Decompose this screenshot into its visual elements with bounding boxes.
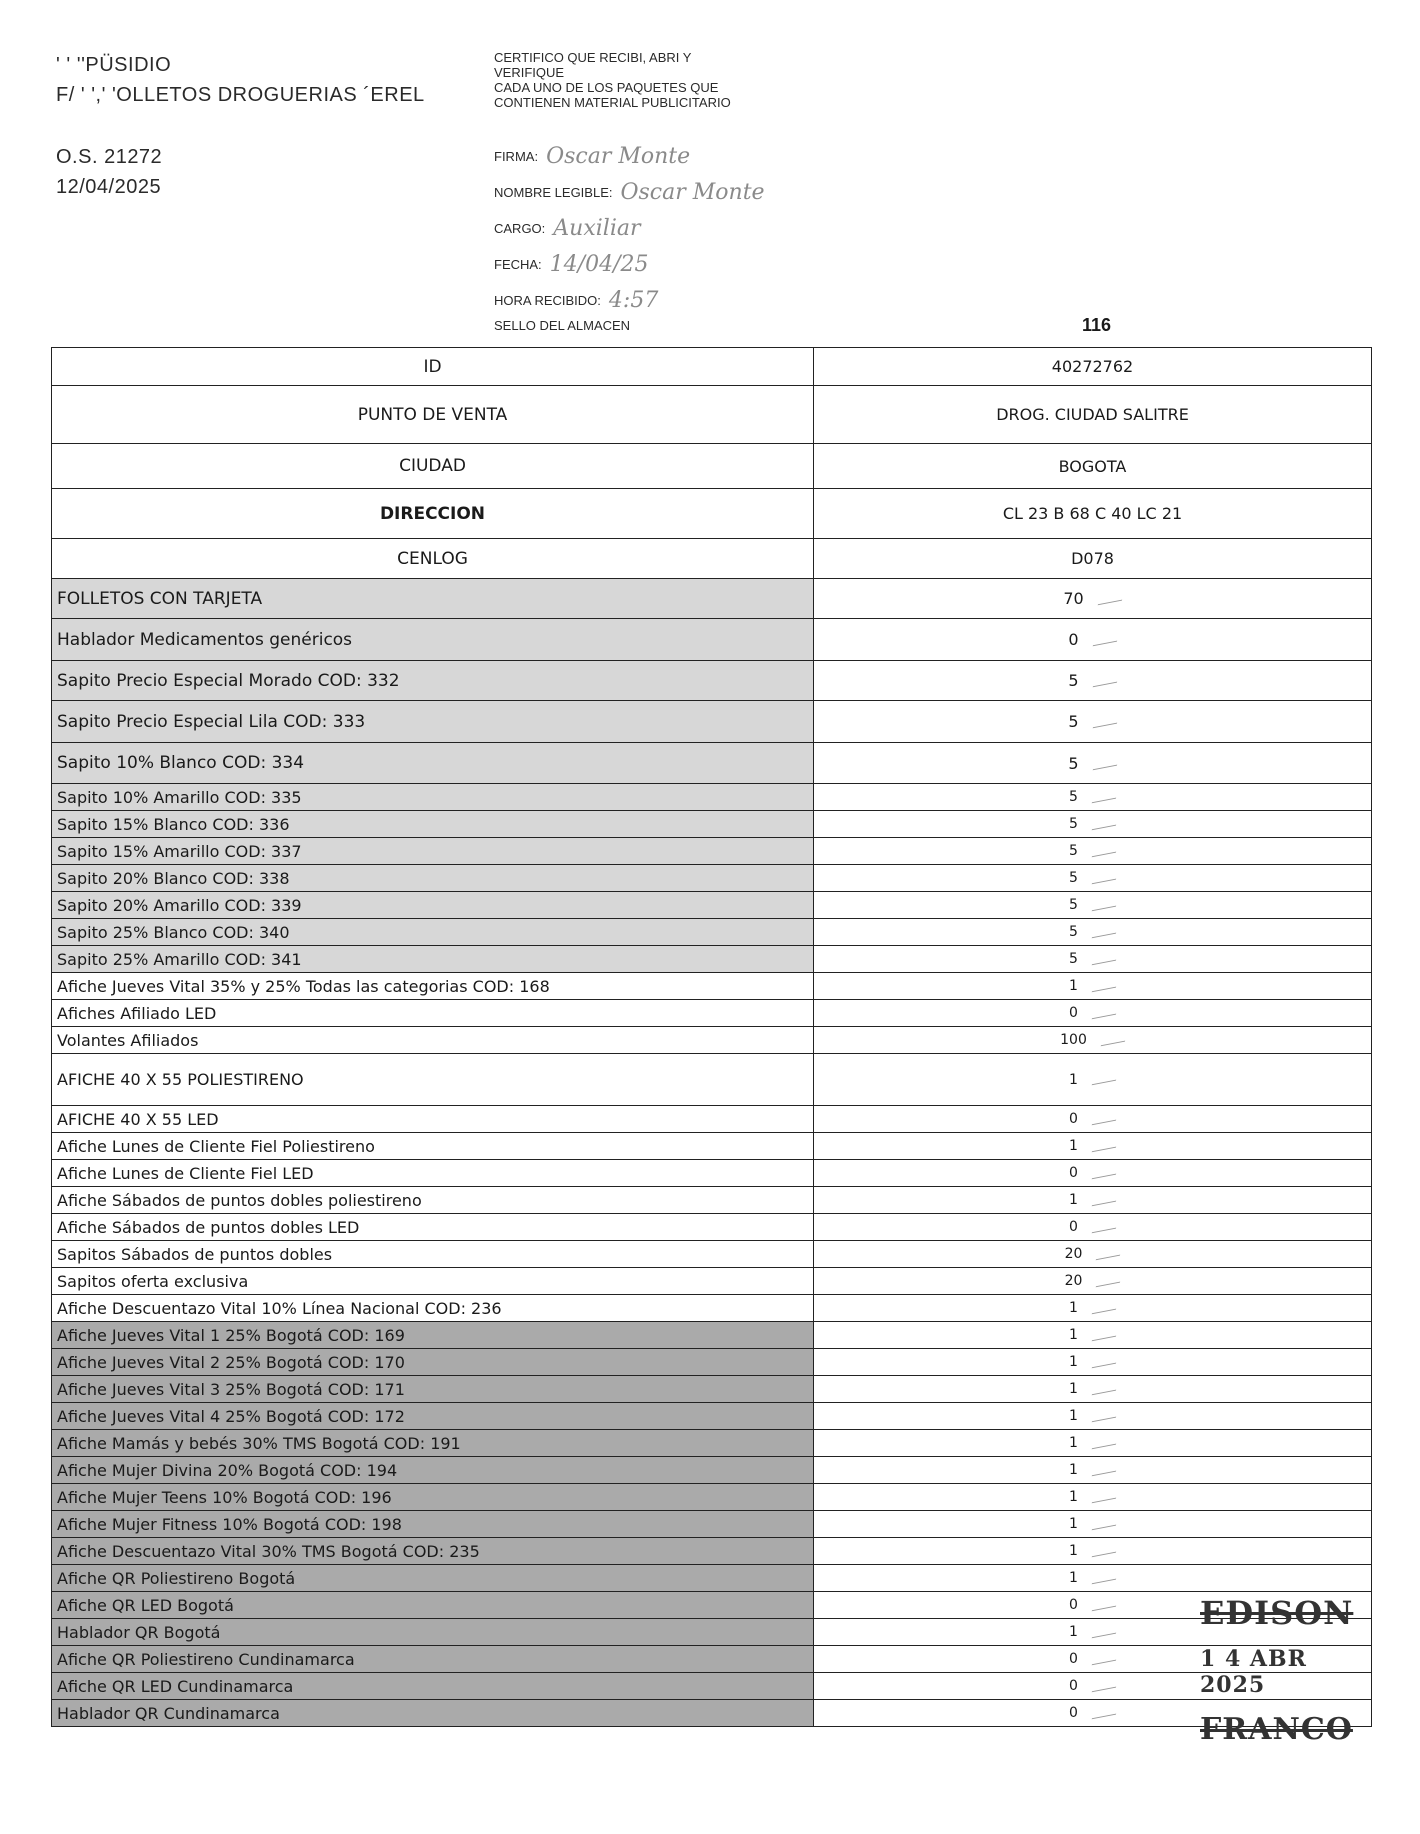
table-row <box>52 1295 1372 1322</box>
item-label: Hablador QR Cundinamarca <box>52 1700 814 1727</box>
cert-line: CONTIENEN MATERIAL PUBLICITARIO <box>494 95 731 110</box>
item-label: Sapito 20% Amarillo COD: 339 <box>52 892 814 919</box>
item-label: Afiche Mamás y bebés 30% TMS Bogotá COD: 191 <box>52 1430 814 1457</box>
table-row <box>52 701 1372 743</box>
item-quantity: 1 <box>1069 1435 1078 1451</box>
item-quantity: 1 <box>1069 1381 1078 1397</box>
item-quantity: 0 <box>1069 1651 1078 1667</box>
item-quantity-cell <box>814 1187 1372 1214</box>
item-quantity-cell <box>814 579 1372 619</box>
table-row <box>52 919 1372 946</box>
table-row <box>52 661 1372 701</box>
header-row-value: 40272762 <box>814 348 1372 386</box>
checkmark-icon <box>1092 1113 1119 1124</box>
table-row <box>52 1027 1372 1054</box>
checkmark-icon <box>1092 1074 1119 1085</box>
item-label: Afiches Afiliado LED <box>52 1000 814 1027</box>
header-row-label: DIRECCION <box>52 489 814 539</box>
item-quantity: 0 <box>1069 1705 1078 1721</box>
item-label: Afiche Jueves Vital 1 25% Bogotá COD: 169 <box>52 1322 814 1349</box>
table-row <box>52 946 1372 973</box>
checkmark-icon <box>1092 1329 1119 1340</box>
checkmark-icon <box>1092 1356 1119 1367</box>
stamp-line-3: FRANCO <box>1200 1712 1353 1747</box>
item-label: Sapito Precio Especial Morado COD: 332 <box>52 661 814 701</box>
table-row <box>52 539 1372 579</box>
item-label: Afiche Jueves Vital 2 25% Bogotá COD: 170 <box>52 1349 814 1376</box>
table-row <box>52 1430 1372 1457</box>
table-row <box>52 1106 1372 1133</box>
checkmark-icon <box>1092 899 1119 910</box>
header-row-value: CL 23 B 68 C 40 LC 21 <box>814 489 1372 539</box>
item-label: Hablador Medicamentos genéricos <box>52 619 814 661</box>
item-label: Afiche Lunes de Cliente Fiel Poliestireno <box>52 1133 814 1160</box>
item-quantity-cell <box>814 892 1372 919</box>
nombre-label: NOMBRE LEGIBLE: <box>494 184 613 200</box>
item-quantity: 5 <box>1069 951 1078 967</box>
item-quantity-cell <box>814 1268 1372 1295</box>
header-row-label: CIUDAD <box>52 444 814 489</box>
item-label: Afiche Jueves Vital 4 25% Bogotá COD: 172 <box>52 1403 814 1430</box>
hora-row <box>494 282 765 318</box>
checkmark-icon <box>1092 818 1119 829</box>
header-row-label: PUNTO DE VENTA <box>52 386 814 444</box>
item-quantity: 0 <box>1069 1111 1078 1127</box>
item-label: Afiche QR LED Bogotá <box>52 1592 814 1619</box>
item-label: Sapito 15% Blanco COD: 336 <box>52 811 814 838</box>
item-quantity: 0 <box>1069 1678 1078 1694</box>
table-row <box>52 1646 1372 1673</box>
checkmark-icon <box>1097 594 1124 605</box>
checkmark-icon <box>1092 1653 1119 1664</box>
item-quantity: 5 <box>1068 712 1079 731</box>
item-label: Sapito 10% Amarillo COD: 335 <box>52 784 814 811</box>
checkmark-icon <box>1092 1707 1119 1718</box>
table-row <box>52 1054 1372 1106</box>
item-quantity-cell <box>814 1376 1372 1403</box>
checkmark-icon <box>1092 1545 1119 1556</box>
receipt-form <box>494 138 765 318</box>
item-label: Sapitos oferta exclusiva <box>52 1268 814 1295</box>
item-quantity: 1 <box>1069 1489 1078 1505</box>
table-row <box>52 743 1372 784</box>
checkmark-icon <box>1092 1410 1119 1421</box>
item-quantity-cell <box>814 838 1372 865</box>
item-quantity-cell <box>814 1160 1372 1187</box>
item-quantity: 20 <box>1064 1273 1083 1289</box>
item-quantity-cell <box>814 973 1372 1000</box>
fecha-label: FECHA: <box>494 256 542 272</box>
item-quantity-cell <box>814 1054 1372 1106</box>
checkmark-icon <box>1092 1437 1119 1448</box>
checkmark-icon <box>1096 1275 1123 1286</box>
cert-line: CERTIFICO QUE RECIBI, ABRI Y <box>494 50 692 65</box>
item-label: FOLLETOS CON TARJETA <box>52 579 814 619</box>
table-row <box>52 865 1372 892</box>
item-label: Sapitos Sábados de puntos dobles <box>52 1241 814 1268</box>
item-label: Afiche Mujer Fitness 10% Bogotá COD: 198 <box>52 1511 814 1538</box>
document-header <box>56 50 425 202</box>
item-quantity: 1 <box>1069 1138 1078 1154</box>
item-quantity: 1 <box>1069 978 1078 994</box>
item-quantity-cell <box>814 1457 1372 1484</box>
item-label: Afiche Jueves Vital 35% y 25% Todas las categorias COD: 168 <box>52 973 814 1000</box>
item-quantity-cell <box>814 619 1372 661</box>
item-quantity-cell <box>814 1295 1372 1322</box>
header-line-2: F/ ' ',' 'OLLETOS DROGUERIAS ´EREL <box>56 84 425 106</box>
table-row <box>52 1133 1372 1160</box>
item-quantity-cell <box>814 946 1372 973</box>
item-quantity-cell <box>814 743 1372 784</box>
item-label: Volantes Afiliados <box>52 1027 814 1054</box>
item-quantity: 20 <box>1064 1246 1083 1262</box>
item-quantity-cell <box>814 784 1372 811</box>
checkmark-icon <box>1092 1572 1119 1583</box>
table-row <box>52 811 1372 838</box>
checkmark-icon <box>1092 1680 1119 1691</box>
table-row <box>52 1511 1372 1538</box>
checkmark-icon <box>1092 1599 1119 1610</box>
nombre-row <box>494 174 765 210</box>
item-quantity: 5 <box>1069 816 1078 832</box>
item-quantity: 5 <box>1069 870 1078 886</box>
table-row <box>52 1565 1372 1592</box>
table-row <box>52 1214 1372 1241</box>
cargo-row <box>494 210 765 246</box>
checkmark-icon <box>1092 1464 1119 1475</box>
item-label: Sapito 15% Amarillo COD: 337 <box>52 838 814 865</box>
table-row <box>52 1000 1372 1027</box>
item-quantity: 1 <box>1069 1192 1078 1208</box>
item-label: Afiche Mujer Teens 10% Bogotá COD: 196 <box>52 1484 814 1511</box>
firma-label: FIRMA: <box>494 148 539 164</box>
item-quantity-cell <box>814 919 1372 946</box>
item-label: Sapito 20% Blanco COD: 338 <box>52 865 814 892</box>
table-row <box>52 619 1372 661</box>
warehouse-stamp <box>1200 1594 1370 1747</box>
nombre-handwriting: Oscar Monte <box>620 179 765 205</box>
item-quantity: 1 <box>1069 1071 1078 1088</box>
hora-label: HORA RECIBIDO: <box>494 292 601 308</box>
item-quantity-cell <box>814 1322 1372 1349</box>
item-quantity-cell <box>814 701 1372 743</box>
item-quantity: 1 <box>1069 1624 1078 1640</box>
checkmark-icon <box>1092 1518 1119 1529</box>
certification-text <box>494 50 794 110</box>
item-label: Afiche Lunes de Cliente Fiel LED <box>52 1160 814 1187</box>
table-row <box>52 386 1372 444</box>
fecha-handwriting: 14/04/25 <box>549 251 649 277</box>
checkmark-icon <box>1092 635 1119 646</box>
table-row <box>52 1160 1372 1187</box>
item-quantity: 1 <box>1069 1327 1078 1343</box>
table-row <box>52 784 1372 811</box>
item-label: Sapito 25% Amarillo COD: 341 <box>52 946 814 973</box>
checkmark-icon <box>1092 676 1119 687</box>
checkmark-icon <box>1092 1007 1119 1018</box>
checkmark-icon <box>1092 1167 1119 1178</box>
checkmark-icon <box>1092 980 1119 991</box>
checkmark-icon <box>1092 1221 1119 1232</box>
sello-label: SELLO DEL ALMACEN <box>494 318 631 333</box>
table-row <box>52 892 1372 919</box>
stamp-line-1: EDISON <box>1200 1594 1354 1632</box>
table-row <box>52 1700 1372 1727</box>
item-quantity: 5 <box>1069 897 1078 913</box>
item-label: Afiche Sábados de puntos dobles LED <box>52 1214 814 1241</box>
item-quantity-cell <box>814 865 1372 892</box>
table-row <box>52 973 1372 1000</box>
item-quantity-cell <box>814 811 1372 838</box>
checkmark-icon <box>1092 926 1119 937</box>
table-row <box>52 1538 1372 1565</box>
table-row <box>52 348 1372 386</box>
item-quantity: 1 <box>1069 1543 1078 1559</box>
item-quantity-cell <box>814 1027 1372 1054</box>
item-label: Hablador QR Bogotá <box>52 1619 814 1646</box>
item-quantity: 1 <box>1069 1516 1078 1532</box>
item-label: Afiche Descuentazo Vital 10% Línea Nacional COD: 236 <box>52 1295 814 1322</box>
table-row <box>52 1322 1372 1349</box>
checkmark-icon <box>1092 1491 1119 1502</box>
checkmark-icon <box>1092 1194 1119 1205</box>
item-quantity-cell <box>814 1538 1372 1565</box>
checkmark-icon <box>1092 758 1119 769</box>
item-label: AFICHE 40 X 55 LED <box>52 1106 814 1133</box>
checkmark-icon <box>1096 1248 1123 1259</box>
item-quantity-cell <box>814 1484 1372 1511</box>
table-row <box>52 1592 1372 1619</box>
item-label: Afiche QR LED Cundinamarca <box>52 1673 814 1700</box>
item-quantity: 0 <box>1069 1165 1078 1181</box>
item-quantity: 100 <box>1060 1032 1087 1048</box>
header-row-value: BOGOTA <box>814 444 1372 489</box>
item-quantity: 5 <box>1069 789 1078 805</box>
item-quantity: 5 <box>1068 753 1079 773</box>
item-quantity: 5 <box>1068 671 1079 690</box>
checkmark-icon <box>1092 953 1119 964</box>
cert-line: CADA UNO DE LOS PAQUETES QUE <box>494 80 719 95</box>
checkmark-icon <box>1092 1140 1119 1151</box>
fecha-row <box>494 246 765 282</box>
table-row <box>52 1241 1372 1268</box>
item-quantity: 0 <box>1069 1219 1078 1235</box>
table-row <box>52 1403 1372 1430</box>
header-row-value: DROG. CIUDAD SALITRE <box>814 386 1372 444</box>
item-label: Afiche Descuentazo Vital 30% TMS Bogotá COD: 235 <box>52 1538 814 1565</box>
item-quantity-cell <box>814 1241 1372 1268</box>
item-label: Sapito Precio Especial Lila COD: 333 <box>52 701 814 743</box>
item-quantity-cell <box>814 1349 1372 1376</box>
table-row <box>52 489 1372 539</box>
item-label: AFICHE 40 X 55 POLIESTIRENO <box>52 1054 814 1106</box>
table-row <box>52 1187 1372 1214</box>
header-row-label: ID <box>52 348 814 386</box>
item-quantity: 0 <box>1069 1005 1078 1021</box>
stamp-date: 1 4 ABR 2025 <box>1200 1646 1307 1698</box>
item-quantity-cell <box>814 1565 1372 1592</box>
item-label: Afiche Mujer Divina 20% Bogotá COD: 194 <box>52 1457 814 1484</box>
item-label: Afiche Jueves Vital 3 25% Bogotá COD: 171 <box>52 1376 814 1403</box>
materials-table-body <box>52 348 1372 1727</box>
checkmark-icon <box>1092 872 1119 883</box>
hora-handwriting: 4:57 <box>608 287 659 313</box>
table-row <box>52 1457 1372 1484</box>
item-quantity-cell <box>814 661 1372 701</box>
table-row <box>52 1484 1372 1511</box>
cert-line: VERIFIQUE <box>494 65 565 80</box>
table-row <box>52 1673 1372 1700</box>
header-row-value: D078 <box>814 539 1372 579</box>
firma-signature: Oscar Monte <box>546 143 691 169</box>
checkmark-icon <box>1092 1302 1119 1313</box>
checkmark-icon <box>1092 791 1119 802</box>
item-quantity: 0 <box>1068 630 1079 649</box>
item-quantity-cell <box>814 1133 1372 1160</box>
checkmark-icon <box>1092 845 1119 856</box>
item-quantity: 70 <box>1063 589 1084 608</box>
table-row <box>52 579 1372 619</box>
table-row <box>52 1349 1372 1376</box>
materials-table <box>51 347 1372 1727</box>
item-label: Sapito 25% Blanco COD: 340 <box>52 919 814 946</box>
item-quantity-cell <box>814 1403 1372 1430</box>
table-row <box>52 444 1372 489</box>
item-label: Afiche QR Poliestireno Bogotá <box>52 1565 814 1592</box>
item-quantity: 1 <box>1069 1462 1078 1478</box>
item-quantity: 1 <box>1069 1300 1078 1316</box>
service-order-number: O.S. 21272 <box>56 146 163 168</box>
item-quantity: 1 <box>1069 1570 1078 1586</box>
checkmark-icon <box>1101 1034 1128 1045</box>
item-quantity: 1 <box>1069 1408 1078 1424</box>
item-quantity-cell <box>814 1214 1372 1241</box>
cargo-label: CARGO: <box>494 220 546 236</box>
item-quantity: 0 <box>1069 1597 1078 1613</box>
header-date: 12/04/2025 <box>56 176 162 198</box>
table-row <box>52 1376 1372 1403</box>
item-quantity: 5 <box>1069 924 1078 940</box>
item-quantity-cell <box>814 1000 1372 1027</box>
checkmark-icon <box>1092 1626 1119 1637</box>
item-label: Afiche QR Poliestireno Cundinamarca <box>52 1646 814 1673</box>
item-quantity-cell <box>814 1511 1372 1538</box>
item-quantity-cell <box>814 1430 1372 1457</box>
item-quantity-cell <box>814 1106 1372 1133</box>
header-row-label: CENLOG <box>52 539 814 579</box>
item-quantity: 5 <box>1069 843 1078 859</box>
header-line-1: ' ' ''PÜSIDIO <box>56 54 172 76</box>
item-quantity: 1 <box>1069 1354 1078 1370</box>
table-row <box>52 1268 1372 1295</box>
table-row <box>52 1619 1372 1646</box>
firma-row <box>494 138 765 174</box>
table-row <box>52 838 1372 865</box>
checkmark-icon <box>1092 1383 1119 1394</box>
checkmark-icon <box>1092 717 1119 728</box>
item-label: Sapito 10% Blanco COD: 334 <box>52 743 814 784</box>
item-label: Afiche Sábados de puntos dobles poliestireno <box>52 1187 814 1214</box>
cargo-handwriting: Auxiliar <box>553 215 641 241</box>
box-number: 116 <box>1082 315 1112 335</box>
